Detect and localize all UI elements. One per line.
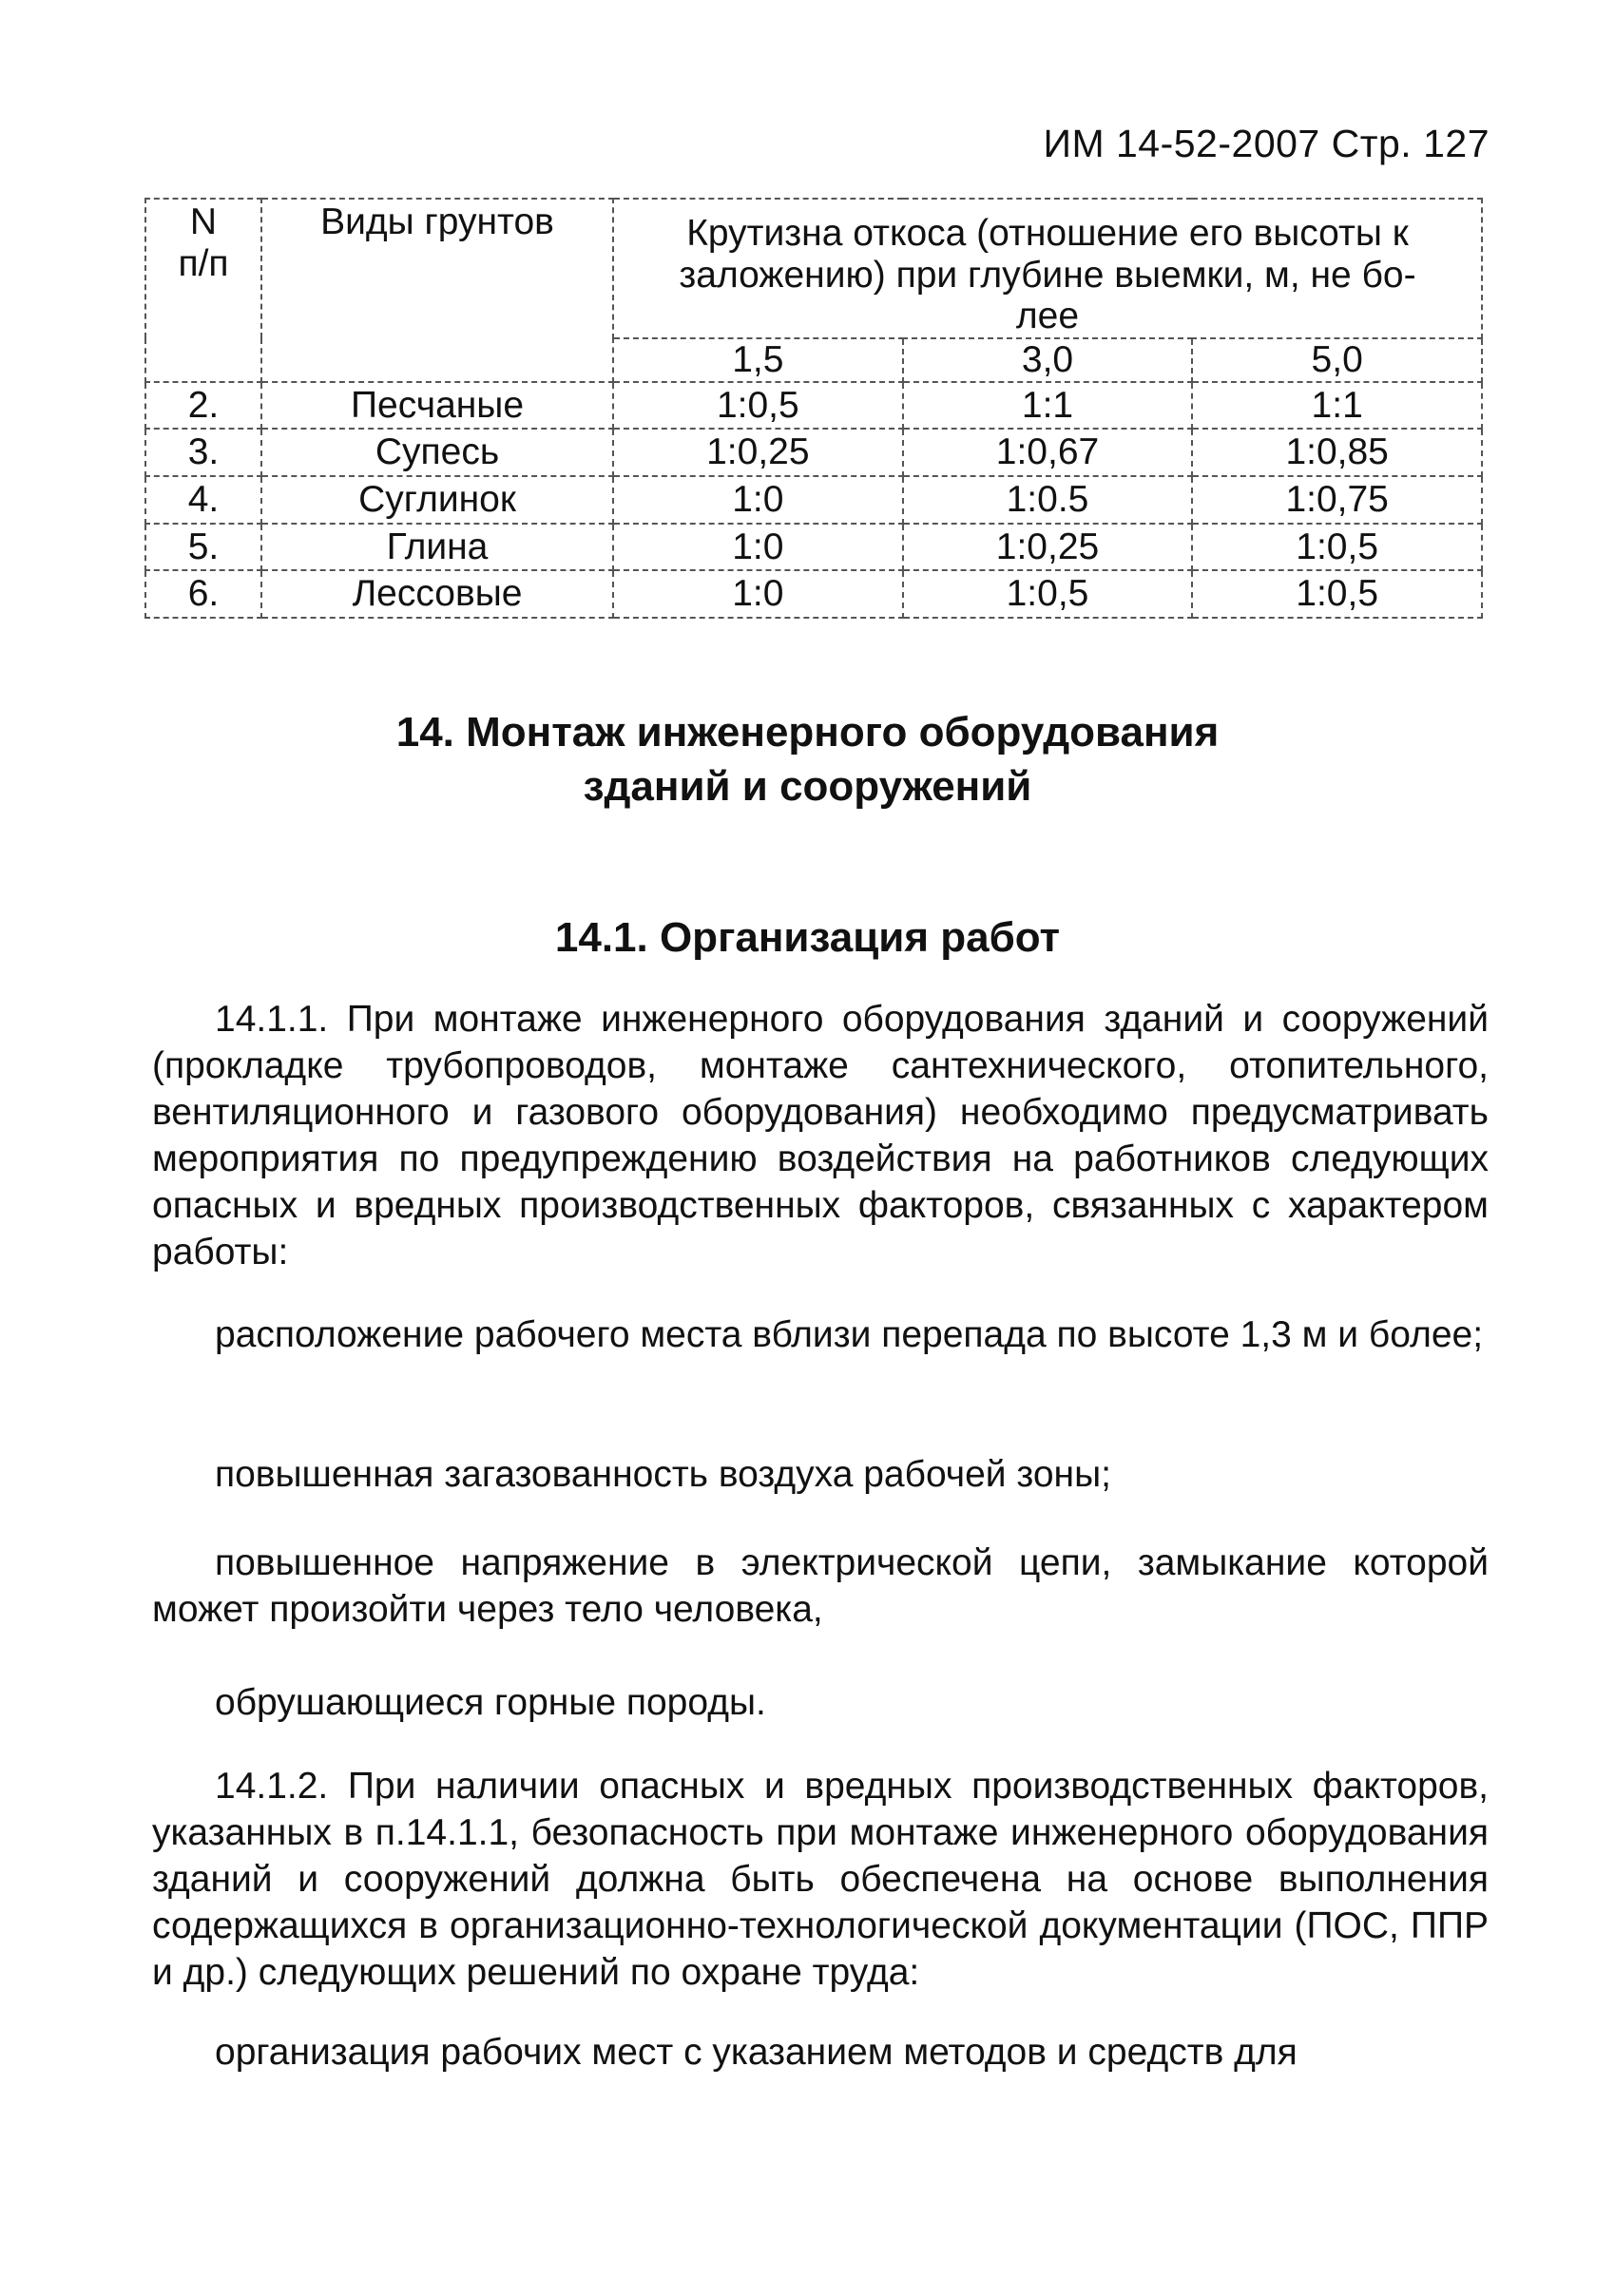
- list-item-rock-collapse: обрушающиеся горные породы.: [215, 1682, 766, 1723]
- slope-value: 1:0,67: [903, 429, 1193, 476]
- table-header-row: [145, 199, 1482, 338]
- slope-value: 1:0,75: [1192, 476, 1482, 524]
- slope-value: 1:0,5: [1192, 570, 1482, 618]
- page-header: ИМ 14-52-2007 Стр. 127: [1043, 122, 1490, 165]
- row-number: 2.: [145, 382, 261, 430]
- subsection-heading: 14.1. Организация работ: [554, 914, 1061, 961]
- slope-value: 1:0: [613, 524, 903, 571]
- soil-type: Глина: [261, 524, 613, 571]
- list-item-workplace-organization: организация рабочих мест с указанием методов и средств для: [215, 2032, 1298, 2073]
- slope-value: 1:1: [1192, 382, 1482, 430]
- slope-table: [144, 198, 1483, 619]
- paragraph-14-1-2: 14.1.2. При наличии опасных и вредных производственных факторов, указанных в п.14.1.1, безопасность при монтаже инженерного оборудования зданий и сооружений должна быть обеспечена на основе выполнения содержащихся в организационно-технологической документации (ПОС, ППР и др.) следующих решений по охране труда:: [152, 1766, 1489, 1993]
- table-row: [145, 570, 1482, 618]
- slope-value: 1:0,5: [1192, 524, 1482, 571]
- slope-value: 1:0,5: [903, 570, 1193, 618]
- slope-value: 1:1: [903, 382, 1193, 430]
- paragraph-14-1-1: 14.1.1. При монтаже инженерного оборудования зданий и сооружений (прокладке трубопроводов, монтаже сантехнического, отопительного, вентиляционного и газового оборудования) необходимо предусматривать мероприятия по предупреждению воздействия на работников следующих опасных и вредных производственных факторов, связанных с характером работы:: [152, 999, 1489, 1272]
- slope-value: 1:0,5: [613, 382, 903, 430]
- soil-type: Лессовые: [261, 570, 613, 618]
- section-heading-line-1: 14. Монтаж инженерного оборудования: [395, 709, 1220, 756]
- table-row: [145, 476, 1482, 524]
- slope-value: 1:0,25: [613, 429, 903, 476]
- list-item-electric-voltage: повышенное напряжение в электрической цепи, замыкание которой может произойти через тело человека,: [152, 1542, 1489, 1630]
- row-number: 6.: [145, 570, 261, 618]
- soil-type: Песчаные: [261, 382, 613, 430]
- column-header-number: N п/п: [145, 199, 261, 382]
- depth-header-3: 5,0: [1192, 338, 1482, 382]
- column-header-soil-type: Виды грунтов: [261, 199, 613, 382]
- list-item-height-drop: расположение рабочего места вблизи перепада по высоте 1,3 м и более;: [215, 1314, 1484, 1355]
- depth-header-2: 3,0: [903, 338, 1193, 382]
- slope-value: 1:0,25: [903, 524, 1193, 571]
- soil-type: Супесь: [261, 429, 613, 476]
- table-row: [145, 524, 1482, 571]
- slope-value: 1:0: [613, 476, 903, 524]
- table-row: [145, 429, 1482, 476]
- slope-value: 1:0: [613, 570, 903, 618]
- row-number: 4.: [145, 476, 261, 524]
- soil-type: Суглинок: [261, 476, 613, 524]
- section-heading: [0, 705, 1615, 813]
- list-item-gas-contamination: повышенная загазованность воздуха рабочей зоны;: [215, 1454, 1111, 1495]
- section-heading-line-2: зданий и сооружений: [583, 763, 1032, 811]
- column-header-slope: Крутизна откоса (отношение его высоты к заложению) при глубине выемки, м, не бо- лее: [613, 199, 1482, 338]
- row-number: 5.: [145, 524, 261, 571]
- table-row: [145, 382, 1482, 430]
- slope-value: 1:0.5: [903, 476, 1193, 524]
- slope-value: 1:0,85: [1192, 429, 1482, 476]
- depth-header-1: 1,5: [613, 338, 903, 382]
- row-number: 3.: [145, 429, 261, 476]
